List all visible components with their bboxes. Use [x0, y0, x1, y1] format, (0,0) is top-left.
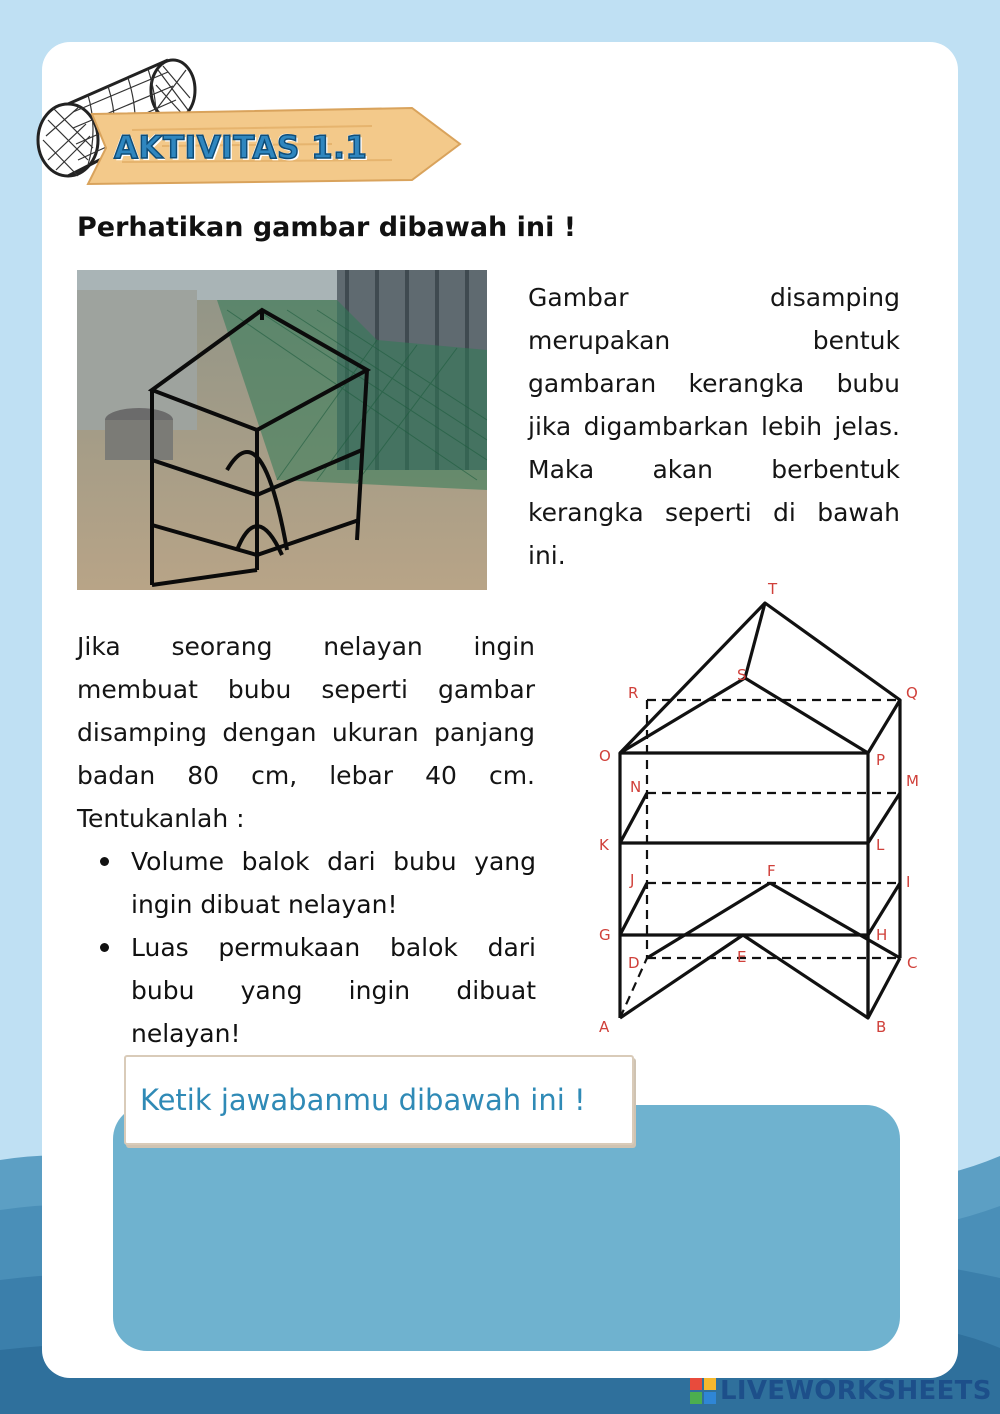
label-M: M: [906, 772, 919, 790]
description-paragraph: Gambar disamping merupakan bentuk gambaran kerangka bubu jika digambarkan lebih jelas. Maka akan berbentuk kerangka seperti di bawah ini.: [528, 283, 900, 570]
fish-trap-photo: [77, 270, 487, 590]
label-E: E: [737, 948, 747, 966]
brand-name: LIVEWORKSHEETS: [720, 1376, 992, 1406]
activity-title: AKTIVITAS 1.1: [114, 130, 368, 166]
label-P: P: [876, 751, 886, 769]
label-O: O: [599, 747, 611, 765]
label-D: D: [628, 954, 640, 972]
label-N: N: [630, 778, 642, 796]
frame-diagram: [590, 578, 930, 1048]
label-B: B: [876, 1018, 887, 1036]
label-Q: Q: [906, 684, 918, 702]
label-I: I: [906, 873, 911, 891]
label-K: K: [599, 836, 609, 854]
label-J: J: [630, 871, 635, 889]
label-S: S: [737, 666, 747, 684]
liveworksheets-logo-icon: [690, 1378, 716, 1404]
answer-label: Ketik jawabanmu dibawah ini !: [124, 1055, 634, 1145]
task-volume: Volume balok dari bubu yang ingin dibuat nelayan!: [96, 840, 536, 926]
task-surface-area: Luas permukaan balok dari bubu yang ingin dibuat nelayan!: [96, 926, 536, 1055]
label-T: T: [768, 580, 778, 598]
label-L: L: [876, 836, 885, 854]
label-H: H: [876, 926, 888, 944]
problem-paragraph: Jika seorang nelayan ingin membuat bubu seperti gambar disamping dengan ukuran panjang badan 80 cm, lebar 40 cm. Tentukanlah :: [77, 632, 535, 833]
label-F: F: [767, 862, 776, 880]
label-G: G: [599, 926, 611, 944]
liveworksheets-logo[interactable]: [690, 1374, 992, 1408]
label-A: A: [599, 1018, 610, 1036]
task-list: [96, 840, 536, 1055]
instruction-heading: Perhatikan gambar dibawah ini !: [77, 212, 577, 243]
label-R: R: [628, 684, 639, 702]
label-C: C: [907, 954, 918, 972]
